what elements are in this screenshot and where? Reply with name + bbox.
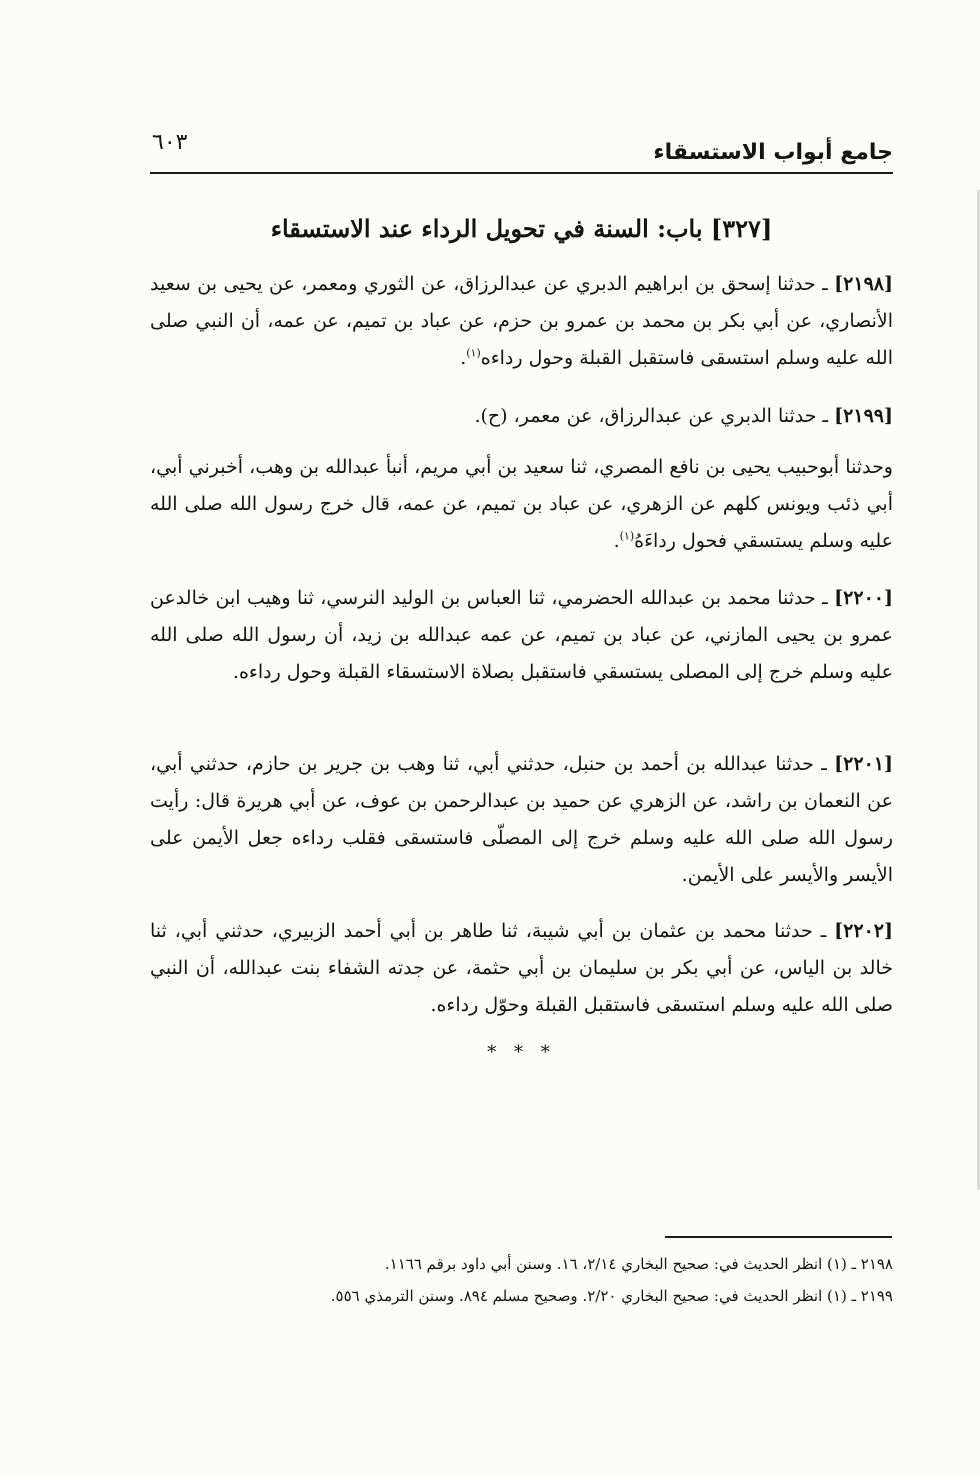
hadith-2201 <box>150 746 893 894</box>
hadith-end: . <box>460 347 467 369</box>
hadith-text: وحدثنا أبوحبيب يحيى بن نافع المصري، ثنا سعيد بن أبي مريم، أنبأ عبدالله بن وهب، أخبرني أبي، أبي ذئب ويونس كلهم عن الزهري، عن عباد بن تميم، عن عمه، قال خرج رسول الله صلى الله عليه وسلم يستسقي فحول رداءَهُ <box>150 456 893 552</box>
hadith-number: [٢٢٠٢] <box>834 920 893 942</box>
footnote-divider <box>665 1236 892 1238</box>
footnote-ref: (١) <box>466 346 481 360</box>
footnotes <box>150 1248 893 1312</box>
running-header-title: جامع أبواب الاستسقاء <box>653 140 893 165</box>
footnote-2198: ٢١٩٨ ـ (١) انظر الحديث في: صحيح البخاري ٢/١٤، ١٦. وسنن أبي داود برقم ١١٦٦. <box>384 1255 893 1273</box>
hadith-number: [٢١٩٩] <box>834 405 893 427</box>
hadith-text: ـ حدثنا عبدالله بن أحمد بن حنبل، حدثني أبي، ثنا وهب بن جرير بن حازم، حدثني أبي، عن النعمان بن راشد، عن الزهري عن حميد بن عبدالرحمن بن عوف، عن أبي هريرة قال: رأيت رسول الله صلى الله عليه وسلم خرج إلى المصلّى فاستسقى فقلب رداءه جعل الأيمن على الأيسر والأيسر على الأيمن. <box>150 753 893 886</box>
hadith-number: [٢٢٠١] <box>834 753 893 775</box>
hadith-2199 <box>150 398 893 435</box>
section-separator: * * * <box>487 1042 556 1063</box>
hadith-text: ـ حدثنا محمد بن عثمان بن أبي شيبة، ثنا طاهر بن أبي أحمد الزبيري، حدثني أبي، ثنا خالد بن الياس، عن أبي بكر بن سليمان بن أبي حثمة، عن جدته الشفاء بنت عبدالله، أن النبي صلى الله عليه وسلم استسقى فاستقبل القبلة وحوّل رداءه. <box>150 920 893 1016</box>
hadith-number: [٢١٩٨] <box>834 273 893 295</box>
hadith-2199-continued <box>150 449 893 560</box>
hadith-number: [٢٢٠٠] <box>834 587 893 609</box>
hadith-2202 <box>150 913 893 1024</box>
hadith-text: ـ حدثنا محمد بن عبدالله الحضرمي، ثنا العباس بن الوليد النرسي، ثنا وهيب ابن خالدعن عمرو بن يحيى المازني، عن عباد بن تميم، عن عمه عبدالله بن زيد، أن رسول الله صلى الله عليه وسلم خرج إلى المصلى يستسقي فاستقبل بصلاة الاستسقاء القبلة وحول رداءه. <box>150 587 893 683</box>
chapter-title: [٣٢٧] باب: السنة في تحويل الرداء عند الاستسقاء <box>270 214 773 243</box>
page-number: ٦٠٣ <box>152 130 188 155</box>
footnote-ref: (١) <box>619 529 635 543</box>
hadith-text: ـ حدثنا إسحق بن ابراهيم الدبري عن عبدالرزاق، عن الثوري ومعمر، عن يحيى بن سعيد الأنصاري، عن أبي بكر بن محمد بن عمرو بن حزم، عن عباد بن تميم، عن عمه، أن النبي صلى الله عليه وسلم استسقى فاستقبل القبلة وحول رداءه <box>150 273 893 369</box>
hadith-2200 <box>150 580 893 691</box>
hadith-end: . <box>613 530 620 552</box>
hadith-text: ـ حدثنا الدبري عن عبدالرزاق، عن معمر، (ح). <box>474 405 829 427</box>
hadith-2198 <box>150 266 893 377</box>
footnote-2199: ٢١٩٩ ـ (١) انظر الحديث في: صحيح البخاري ٢/٢٠. وصحيح مسلم ٨٩٤. وسنن الترمذي ٥٥٦. <box>330 1287 893 1305</box>
running-header <box>150 128 893 174</box>
